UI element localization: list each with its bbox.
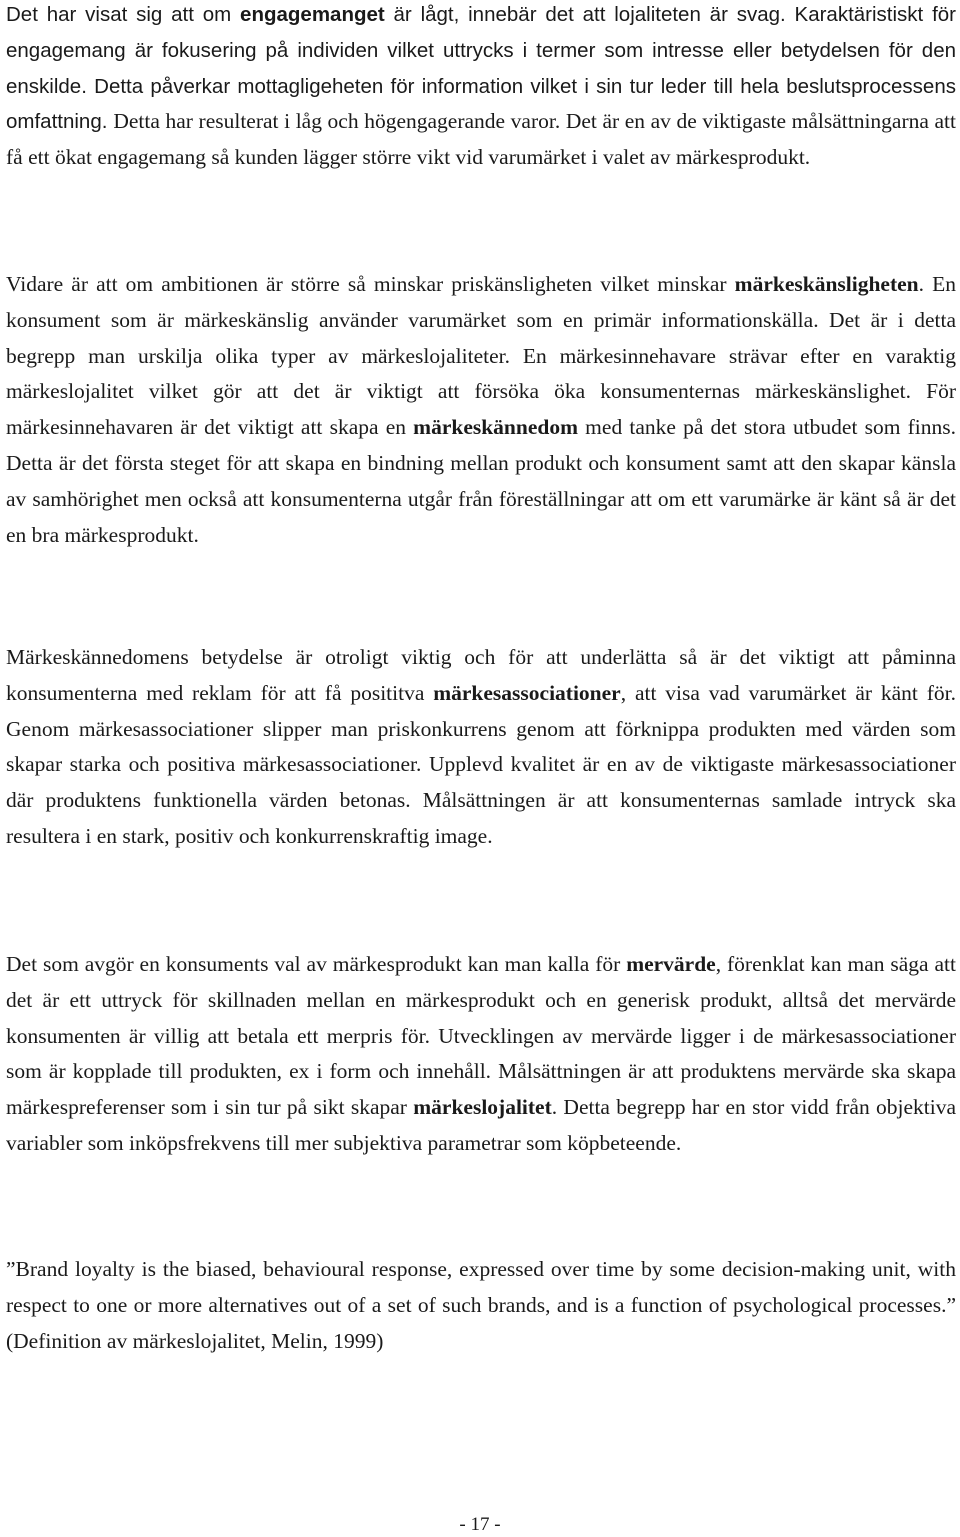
text-segment: , förenklat kan man säga att det är ett uttryck för skillnaden mellan en märkesprodukt och en generisk produkt, alltså det mervärde konsumenten är villig att betala ett merpris för. Utvecklingen av mervärde ligger i de märkesassociationer som är kopplade till produkten, ex i form och innehåll. Målsättningen är att produktens mervärde ska skapa märkespreferenser som i sin tur på sikt skapar bbox=[6, 952, 956, 1120]
text-segment: är lågt, innebär det att lojaliteten är svag. Karaktäristiskt för engagemang är fokusering på individen vilket uttrycks i termer som intresse eller betydelsen för den enskilde. Detta påverkar mottagligeheten för information vilket i sin tur leder till hela beslutsprocessens omfattning. bbox=[6, 3, 956, 134]
page-footer bbox=[0, 1514, 960, 1536]
emphasized-term: mervärde bbox=[626, 952, 716, 976]
text-segment: med tanke på det stora utbudet som finns. Detta är det första steget för att skapa en bindning mellan produkt och konsument samt att den skapar känsla av samhörighet men också att konsumenterna utgår från föreställningar att om ett varumärke är känt så är det en bra märkesprodukt. bbox=[6, 415, 956, 547]
emphasized-term: engagemanget bbox=[240, 3, 385, 26]
text-segment: . En konsument som är märkeskänslig använder varumärket som en primär informationskälla. Det är i detta begrepp man urskilja olika typer av märkeslojaliteter. En märkesinnehavare strävar efter en varaktig märkeslojalitet vilket gör att det är viktigt att försöka öka konsumenternas märkeskänslighet. För märkesinnehavaren är det viktigt att skapa en bbox=[6, 272, 956, 440]
emphasized-term: märkesassociationer bbox=[433, 680, 621, 705]
emphasized-term: märkeskänsligheten bbox=[734, 272, 919, 296]
paragraph-engagemang bbox=[6, 0, 956, 177]
paragraph-brand-loyalty-quote bbox=[6, 1253, 956, 1360]
text-segment: , att visa vad varumärket är känt för. Genom märkesassociationer slipper man priskonkurrens genom att förknippa produkten med värden som skapar starka och positiva märkesassociationer. Upplevd kvalitet är en av de viktigaste märkesassociationer där produktens funktionella värden betonas. Målsättningen är att konsumenternas samlade intryck ska resultera i en stark, positiv och konkurrenskraftig image. bbox=[6, 680, 956, 848]
text-segment: Märkeskännedomens betydelse är otroligt viktig och för att underlätta så är det viktigt att påminna konsumenterna med reklam för att få posititva bbox=[6, 645, 956, 705]
text-segment: Det som avgör en konsuments val av märkesprodukt kan man kalla för bbox=[6, 952, 627, 976]
paragraph-markeskanslighet bbox=[6, 268, 956, 554]
text-segment: ”Brand loyalty is the biased, behavioural response, expressed over time by some decision-making unit, with respect to one or more alternatives out of a set of such brands, and is a function of psychological processes.” (Definition av märkeslojalitet, Melin, 1999) bbox=[6, 1257, 956, 1353]
text-segment: Det är en av de viktigaste målsättningarna att få ett ökat engagemang så kunden lägger större vikt vid varumärket i valet av märkesprodukt. bbox=[6, 109, 956, 170]
text-segment: . Detta begrepp har en stor vidd från objektiva variabler som inköpsfrekvens till mer subjektiva parametrar som köpbeteende. bbox=[6, 1095, 956, 1155]
paragraph-mervarde bbox=[6, 948, 956, 1163]
page-number: - 17 - bbox=[459, 1514, 501, 1535]
emphasized-term: märkeskännedom bbox=[413, 415, 579, 440]
emphasized-term: märkeslojalitet bbox=[413, 1095, 552, 1120]
text-segment: Detta har resulterat i låg och högengagerande varor. bbox=[113, 109, 566, 134]
text-segment: Vidare är att om ambitionen är större så minskar priskänsligheten vilket minskar bbox=[6, 272, 735, 296]
paragraph-markeskannedom bbox=[6, 641, 956, 856]
text-segment: Det har visat sig att om bbox=[6, 3, 241, 26]
